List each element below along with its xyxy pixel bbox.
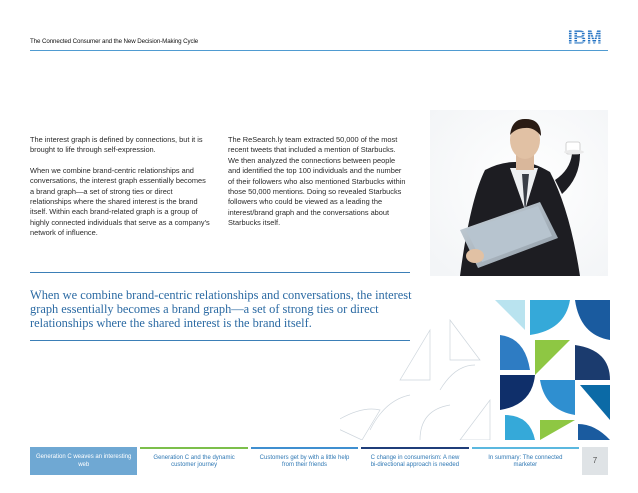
businessman-tablet-photo bbox=[430, 110, 608, 276]
nav-item-generation-c[interactable]: Generation C weaves an interesting web bbox=[30, 447, 137, 475]
paragraph: When we combine brand-centric relationships and conversations, the interest graph essentially becomes a brand graph—a set of strong ties or direct relationships where the shared interest is the brand itself. Within each brand-related graph is a group of highly connected individuals that serve as a company's network of influence. bbox=[30, 165, 210, 238]
paragraph: The interest graph is defined by connections, but it is brought to life through self-expression. bbox=[30, 135, 203, 155]
quote-rule-top bbox=[30, 272, 410, 273]
nav-item-summary[interactable]: In summary: The connected marketer bbox=[472, 447, 579, 475]
page-number: 7 bbox=[582, 447, 608, 475]
ibm-logo bbox=[564, 28, 606, 46]
nav-item-c-change[interactable]: C change in consumerism: A new bi-directional approach is needed bbox=[361, 447, 468, 475]
nav-item-friends[interactable]: Customers get by with a little help from their friends bbox=[251, 447, 358, 475]
document-title: The Connected Consumer and the New Decision-Making Cycle bbox=[30, 38, 199, 45]
decorative-geometric-pattern bbox=[340, 300, 610, 440]
paragraph: The ReSearch.ly team extracted 50,000 of the most recent tweets that included a mention of Starbucks. We then analyzed the connections between people and identified the top 100 individuals and the number of their followers who also mentioned Starbucks within those 50,000 mentions. Doing so revealed Starbucks followers who could be viewed as a leading the interest/brand graph and the conversations about Starbucks itself. bbox=[228, 135, 406, 228]
pull-quote: When we combine brand-centric relationships and conversations, the interest graph essentially becomes a brand graph—a set of strong ties or direct relationships where the shared interest is the brand itself. bbox=[30, 288, 412, 331]
svg-text:IBM: IBM bbox=[567, 28, 603, 46]
header-divider bbox=[30, 50, 608, 51]
body-column-right bbox=[228, 135, 408, 239]
nav-item-customer-journey[interactable]: Generation C and the dynamic customer journey bbox=[140, 447, 247, 475]
body-column-left bbox=[30, 135, 210, 249]
section-navigation bbox=[30, 447, 608, 475]
